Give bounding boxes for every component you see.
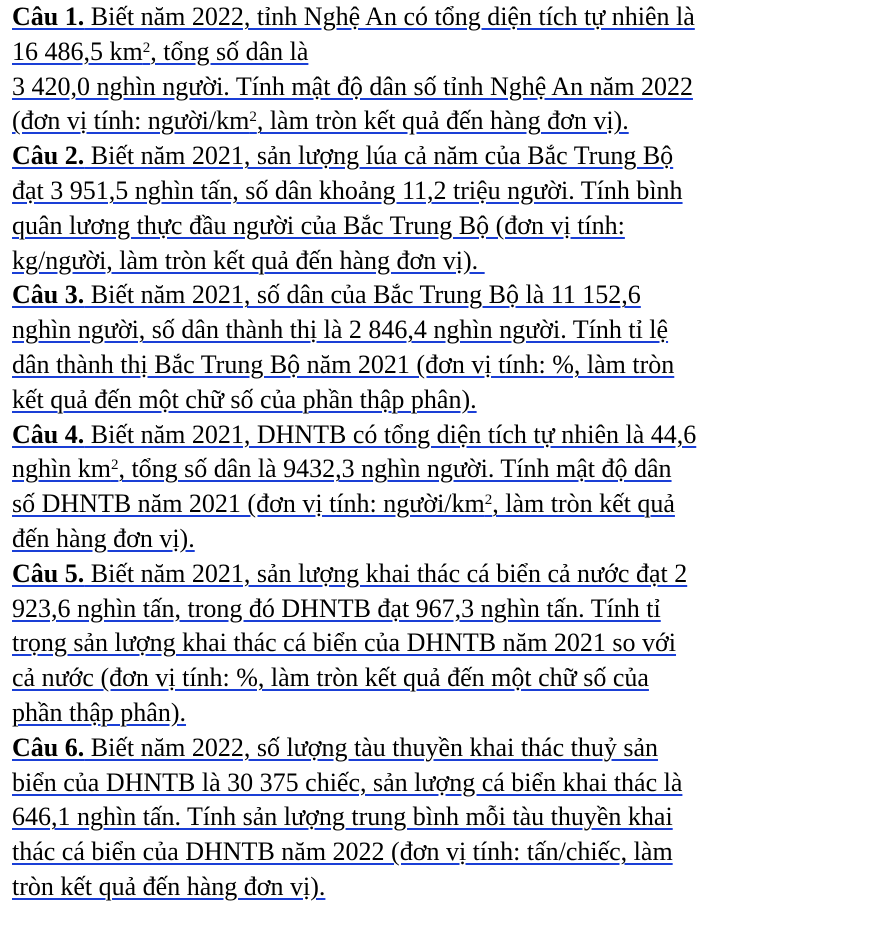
question-line: dân thành thị Bắc Trung Bộ năm 2021 (đơn vị tính: %, làm tròn — [12, 349, 675, 379]
question-line: số DHNTB năm 2021 (đơn vị tính: người/$km^2$, làm tròn kết quả — [12, 489, 675, 519]
question-line: thác cá biển của DHNTB năm 2022 (đơn vị tính: tấn/chiếc, làm — [12, 837, 673, 867]
question-line: Câu 5. Biết năm 2021, sản lượng khai thác cá biển cả nước đạt 2 — [12, 558, 688, 588]
superscript: 2 — [249, 109, 257, 126]
question-line: Câu 4. Biết năm 2021, DHNTB có tổng diện tích tự nhiên là 44,6 — [12, 419, 697, 449]
question-line: phần thập phân). — [12, 697, 187, 727]
question-label: Câu 6. — [12, 732, 85, 762]
question-label: Câu 5. — [12, 558, 85, 588]
question-line: đến hàng đơn vị). — [12, 523, 195, 553]
question-label: Câu 3. — [12, 280, 85, 310]
question-4 — [12, 418, 872, 557]
question-3 — [12, 278, 872, 417]
question-line: 646,1 nghìn tấn. Tính sản lượng trung bình mỗi tàu thuyền khai — [12, 802, 673, 832]
question-line: 923,6 nghìn tấn, trong đó DHNTB đạt 967,3 nghìn tấn. Tính tỉ — [12, 593, 661, 623]
question-line: cả nước (đơn vị tính: %, làm tròn kết quả đến một chữ số của — [12, 663, 649, 693]
question-line: Câu 3. Biết năm 2021, số dân của Bắc Trung Bộ là 11 152,6 — [12, 280, 641, 310]
question-line: 3 420,0 nghìn người. Tính mật độ dân số tỉnh Nghệ An năm 2022 — [12, 71, 693, 101]
question-1 — [12, 0, 872, 139]
question-line: trọng sản lượng khai thác cá biển của DHNTB năm 2021 so với — [12, 628, 677, 658]
question-line: 16 486,5 $km^2$, tổng số dân là — [12, 36, 309, 66]
question-line: biển của DHNTB là 30 375 chiếc, sản lượng cá biển khai thác là — [12, 767, 683, 797]
question-line: nghìn $km^2$, tổng số dân là 9432,3 nghìn người. Tính mật độ dân — [12, 454, 672, 484]
question-line: (đơn vị tính: người/$km^2$, làm tròn kết quả đến hàng đơn vị). — [12, 106, 629, 136]
question-line: tròn kết quả đến hàng đơn vị). — [12, 871, 326, 901]
question-label: Câu 4. — [12, 419, 85, 449]
question-line: Câu 6. Biết năm 2022, số lượng tàu thuyền khai thác thuỷ sản — [12, 732, 659, 762]
question-line: đạt 3 951,5 nghìn tấn, số dân khoảng 11,2 triệu người. Tính bình — [12, 175, 683, 205]
question-label: Câu 2. — [12, 141, 85, 171]
question-label: Câu 1. — [12, 2, 85, 31]
question-line: quân lương thực đầu người của Bắc Trung Bộ (đơn vị tính: — [12, 210, 625, 240]
question-2 — [12, 139, 872, 278]
question-line: nghìn người, số dân thành thị là 2 846,4 nghìn người. Tính tỉ lệ — [12, 315, 669, 345]
question-line: Câu 2. Biết năm 2021, sản lượng lúa cả năm của Bắc Trung Bộ — [12, 141, 674, 171]
question-line: Câu 1. Biết năm 2022, tỉnh Nghệ An có tổng diện tích tự nhiên là — [12, 2, 695, 31]
question-6 — [12, 731, 872, 905]
superscript: 2 — [484, 491, 493, 508]
question-line: kg/người, làm tròn kết quả đến hàng đơn vị). — [12, 245, 485, 275]
superscript: 2 — [110, 457, 119, 474]
question-5 — [12, 557, 872, 731]
superscript: 2 — [142, 39, 151, 56]
question-line: kết quả đến một chữ số của phần thập phân). — [12, 384, 477, 414]
